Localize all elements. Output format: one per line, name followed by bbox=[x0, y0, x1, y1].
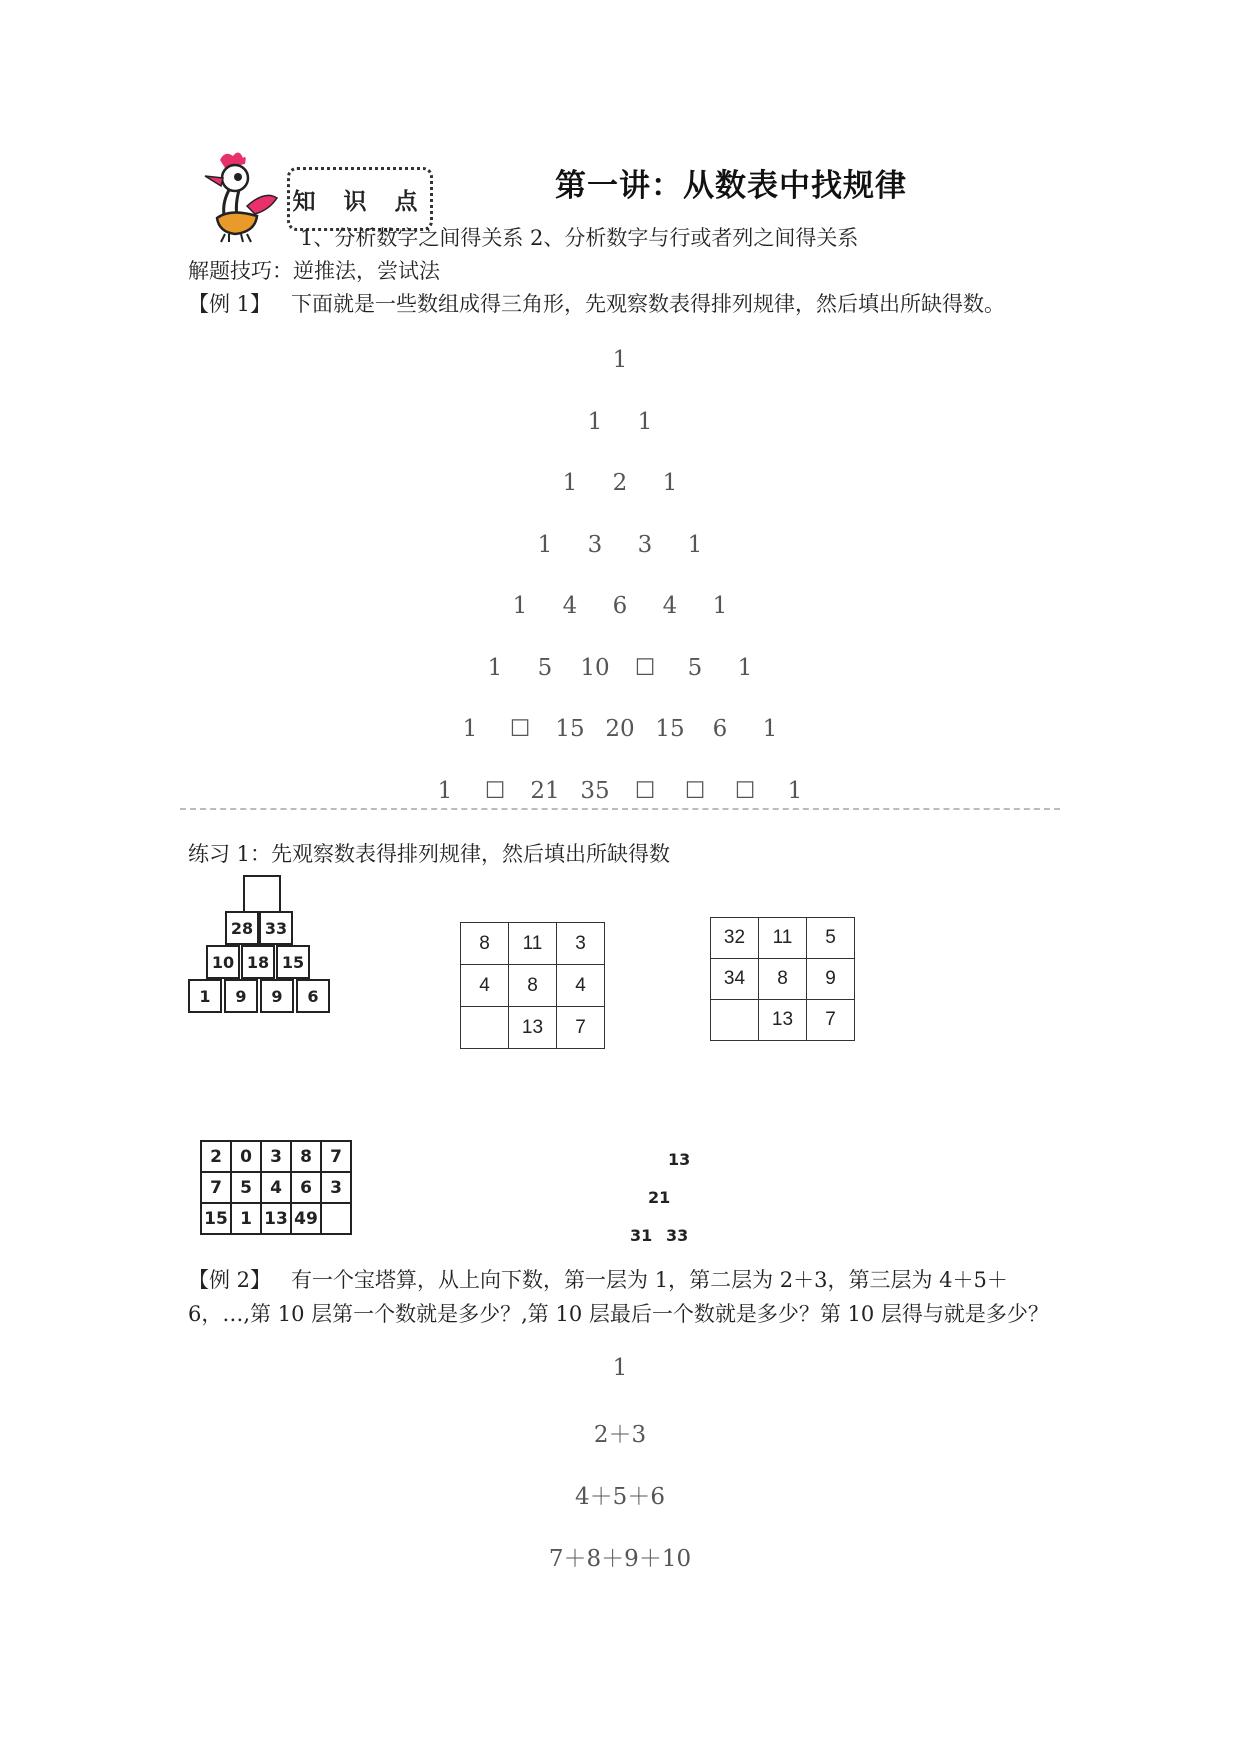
pyramid-cell: 6 bbox=[296, 979, 330, 1013]
triangle-number: 1 bbox=[512, 593, 528, 619]
grid-c-cell: 7 bbox=[201, 1172, 231, 1203]
grid-c-cell: 3 bbox=[321, 1172, 351, 1203]
grid-a-cell: 4 bbox=[557, 965, 605, 1007]
example2-line-2: 6，…,第 10 层第一个数就是多少？,第 10 层最后一个数就是多少？第 10 层得与就是多少？ bbox=[188, 1302, 1049, 1326]
box-pyramid bbox=[188, 875, 368, 1025]
grid-c-cell: 2 bbox=[201, 1141, 231, 1172]
triangle-number: 1 bbox=[562, 470, 578, 496]
triangle-number: 1 bbox=[587, 408, 603, 435]
triangle-number: 3 bbox=[637, 531, 653, 558]
pyramid-cell: 9 bbox=[260, 979, 294, 1013]
triangle-number: 1 bbox=[612, 347, 628, 373]
grid-b-cell: 13 bbox=[759, 1000, 807, 1041]
triangle-number: 1 bbox=[537, 531, 553, 558]
triangle-number: 1 bbox=[662, 470, 678, 496]
example1-label: 【例 1】 bbox=[188, 292, 272, 316]
triangle-number: ☐ bbox=[684, 777, 706, 804]
example2-row: 7＋8＋9＋10 bbox=[548, 1546, 692, 1572]
grid-c-cell: 0 bbox=[231, 1141, 261, 1172]
triangle-number: 5 bbox=[687, 654, 703, 681]
grid-a-cell: 4 bbox=[461, 965, 509, 1007]
grid-c-cell: 5 bbox=[231, 1172, 261, 1203]
triangle-number: ☐ bbox=[634, 654, 656, 681]
pyramid-cell: 9 bbox=[224, 979, 258, 1013]
grid-c-cell: 4 bbox=[261, 1172, 291, 1203]
grid-c-cell: 1 bbox=[231, 1203, 261, 1234]
grid-c-cell: 49 bbox=[291, 1203, 321, 1234]
triangle-number: 1 bbox=[487, 654, 503, 681]
triangle-number: ☐ bbox=[634, 777, 656, 804]
triangle-number: 1 bbox=[787, 777, 803, 804]
grid-b-cell: 32 bbox=[711, 918, 759, 959]
grid-c-cell: 6 bbox=[291, 1172, 321, 1203]
grid-c-cell: 8 bbox=[291, 1141, 321, 1172]
grid-b-cell bbox=[711, 1000, 759, 1041]
intro-line-2: 解题技巧：逆推法，尝试法 bbox=[188, 259, 440, 283]
grid-b-cell: 8 bbox=[759, 959, 807, 1000]
triangle-number: 1 bbox=[437, 777, 453, 804]
example2-row: 1 bbox=[612, 1355, 628, 1381]
triangle-number: 2 bbox=[612, 470, 628, 496]
small-pyramid-num: 31 bbox=[630, 1226, 653, 1245]
pyramid-cell: 15 bbox=[276, 945, 310, 979]
grid-c-cell: 3 bbox=[261, 1141, 291, 1172]
grid-b-cell: 5 bbox=[807, 918, 855, 959]
grid-b-cell: 9 bbox=[807, 959, 855, 1000]
triangle-number: 20 bbox=[605, 716, 635, 742]
pyramid-cell: 10 bbox=[206, 945, 240, 979]
triangle-number: 1 bbox=[637, 408, 653, 435]
grid-a-cell bbox=[461, 1007, 509, 1049]
triangle-number: 1 bbox=[712, 593, 728, 619]
intro-line-1: 1、分析数字之间得关系 2、分析数字与行或者列之间得关系 bbox=[300, 226, 859, 250]
triangle-number: 15 bbox=[655, 716, 685, 742]
pyramid-cell: 28 bbox=[225, 911, 259, 945]
small-pyramid-num: 21 bbox=[648, 1188, 671, 1207]
triangle-number: 21 bbox=[530, 777, 560, 804]
practice1-label: 练习 1：先观察数表得排列规律，然后填出所缺得数 bbox=[188, 842, 671, 866]
triangle-number: 3 bbox=[587, 531, 603, 558]
grid-b-cell: 11 bbox=[759, 918, 807, 959]
pyramid-cell: 18 bbox=[241, 945, 275, 979]
grid-c-cell: 15 bbox=[201, 1203, 231, 1234]
triangle-number: ☐ bbox=[509, 716, 531, 742]
pyramid-cell: 1 bbox=[188, 979, 222, 1013]
example1-heading bbox=[188, 288, 1005, 318]
grid-a-cell: 11 bbox=[509, 923, 557, 965]
divider-dashed bbox=[180, 808, 1060, 810]
example2-row: 4＋5＋6 bbox=[575, 1484, 665, 1510]
example2-row: 2＋3 bbox=[593, 1422, 647, 1448]
triangle-number: ☐ bbox=[734, 777, 756, 804]
example2-line-1 bbox=[188, 1264, 1008, 1294]
page-title: 第一讲：从数表中找规律 bbox=[555, 168, 907, 204]
pyramid-cell bbox=[243, 875, 281, 913]
grid-a-cell: 13 bbox=[509, 1007, 557, 1049]
triangle-number: 5 bbox=[537, 654, 553, 681]
grid-c-cell bbox=[321, 1203, 351, 1234]
grid-a-cell: 7 bbox=[557, 1007, 605, 1049]
example2-text-1: 有一个宝塔算，从上向下数，第一层为 1，第二层为 2＋3，第三层为 4＋5＋ bbox=[291, 1268, 1008, 1292]
grid-c-cell: 7 bbox=[321, 1141, 351, 1172]
triangle-number: 6 bbox=[712, 716, 728, 742]
triangle-number: 10 bbox=[580, 654, 610, 681]
pyramid-cell: 33 bbox=[259, 911, 293, 945]
small-pyramid-num: 33 bbox=[666, 1226, 689, 1245]
triangle-number: 4 bbox=[562, 593, 578, 619]
triangle-number: 6 bbox=[612, 593, 628, 619]
triangle-number: 1 bbox=[737, 654, 753, 681]
number-grid-c bbox=[200, 1140, 352, 1235]
grid-b-cell: 34 bbox=[711, 959, 759, 1000]
grid-c-cell: 13 bbox=[261, 1203, 291, 1234]
grid-a-cell: 8 bbox=[461, 923, 509, 965]
grid-a-cell: 3 bbox=[557, 923, 605, 965]
triangle-number: ☐ bbox=[484, 777, 506, 804]
triangle-number: 35 bbox=[580, 777, 610, 804]
number-grid-b bbox=[710, 917, 855, 1041]
knowledge-point-box: 知 识 点 bbox=[287, 167, 433, 231]
triangle-number: 1 bbox=[762, 716, 778, 742]
grid-a-cell: 8 bbox=[509, 965, 557, 1007]
example2-label: 【例 2】 bbox=[188, 1268, 272, 1292]
bird-mascot-illustration bbox=[185, 150, 285, 245]
triangle-number: 1 bbox=[687, 531, 703, 558]
triangle-number: 1 bbox=[462, 716, 478, 742]
number-grid-a bbox=[460, 922, 605, 1049]
small-pyramid-num: 13 bbox=[668, 1150, 691, 1169]
triangle-number: 15 bbox=[555, 716, 585, 742]
grid-b-cell: 7 bbox=[807, 1000, 855, 1041]
example1-text: 下面就是一些数组成得三角形，先观察数表得排列规律，然后填出所缺得数。 bbox=[291, 292, 1006, 316]
triangle-number: 4 bbox=[662, 593, 678, 619]
